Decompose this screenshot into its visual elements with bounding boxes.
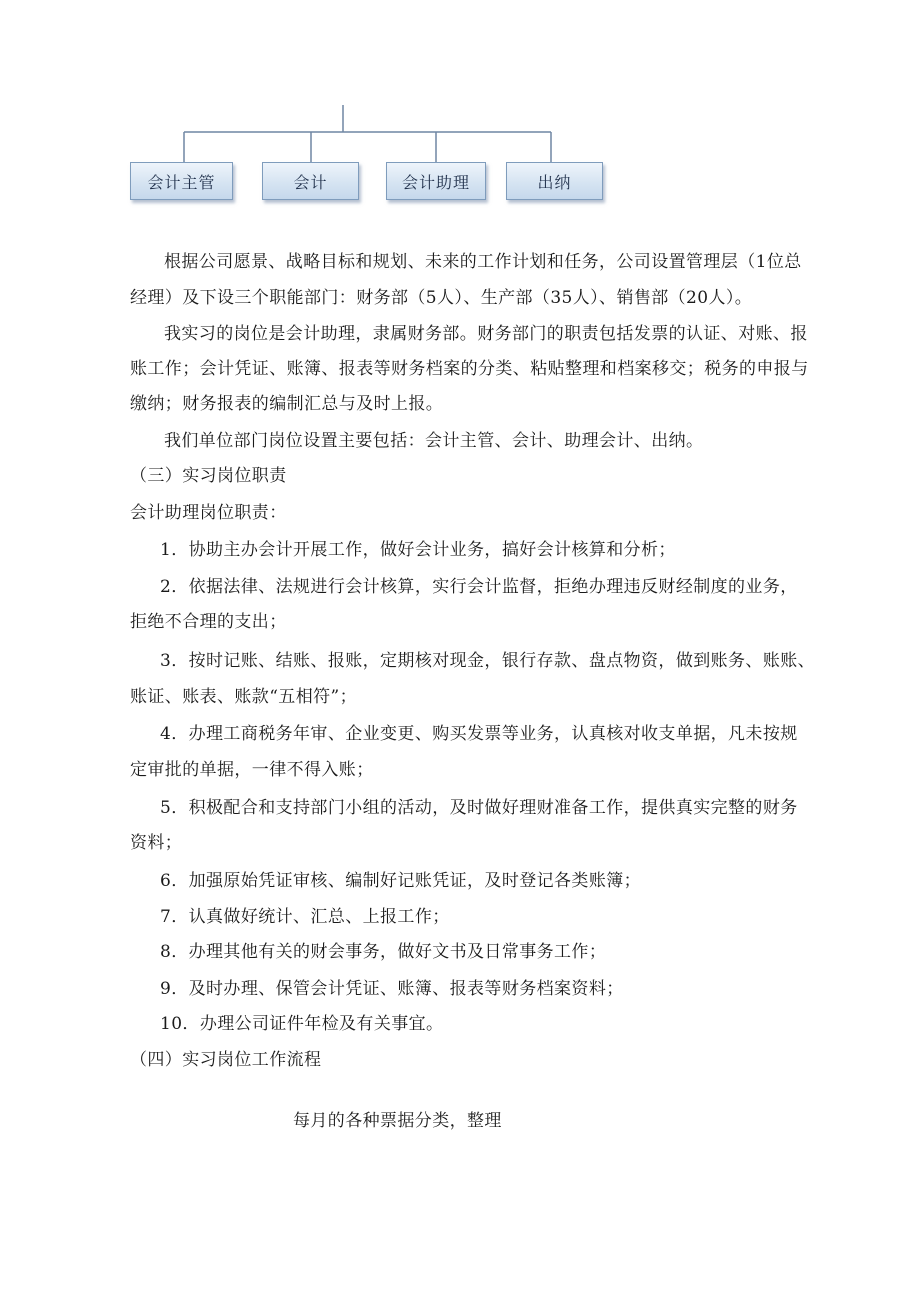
duty-4-line-1: 4．办理工商税务年审、企业变更、购买发票等业务，认真核对收支单据，凡未按规	[160, 724, 798, 744]
duty-5-line-2: 资料；	[130, 833, 183, 853]
duty-1-line-1: 1．协助主办会计开展工作，做好会计业务，搞好会计核算和分析；	[160, 540, 676, 560]
paragraph-2-line-2: 账工作；会计凭证、账簿、报表等财务档案的分类、粘贴整理和档案移交；税务的申报与	[130, 359, 809, 379]
duty-3-line-2: 账证、账表、账款“五相符”；	[130, 687, 357, 707]
duty-2-line-2: 拒绝不合理的支出；	[130, 612, 287, 632]
section-3-subheading: 会计助理岗位职责：	[130, 503, 287, 523]
duty-10-line-1: 10．办理公司证件年检及有关事宜。	[160, 1014, 444, 1034]
paragraph-1-line-2: 经理）及下设三个职能部门：财务部（5人）、生产部（35人）、销售部（20人）。	[130, 288, 753, 308]
org-box-accounting-supervisor: 会计主管	[130, 162, 233, 200]
duty-2-line-1: 2．依据法律、法规进行会计核算，实行会计监督，拒绝办理违反财经制度的业务，	[160, 577, 798, 597]
flow-step-1: 每月的各种票据分类，整理	[293, 1111, 502, 1131]
duty-7-line-1: 7．认真做好统计、汇总、上报工作；	[160, 907, 450, 927]
org-box-accounting-assistant: 会计助理	[386, 162, 486, 200]
section-4-heading: （四）实习岗位工作流程	[130, 1050, 322, 1070]
duty-9-line-1: 9．及时办理、保管会计凭证、账簿、报表等财务档案资料；	[160, 979, 624, 999]
duty-8-line-1: 8．办理其他有关的财会事务，做好文书及日常事务工作；	[160, 942, 607, 962]
duty-5-line-1: 5．积极配合和支持部门小组的活动，及时做好理财准备工作，提供真实完整的财务	[160, 798, 798, 818]
org-box-cashier: 出纳	[506, 162, 603, 200]
duty-3-line-1: 3．按时记账、结账、报账，定期核对现金，银行存款、盘点物资，做到账务、账账、	[160, 651, 816, 671]
duty-6-line-1: 6．加强原始凭证审核、编制好记账凭证，及时登记各类账簿；	[160, 871, 642, 891]
paragraph-2-line-3: 缴纳；财务报表的编制汇总与及时上报。	[130, 394, 444, 414]
org-box-accountant: 会计	[262, 162, 359, 200]
org-chart	[0, 0, 920, 220]
paragraph-2-line-1: 我实习的岗位是会计助理，隶属财务部。财务部门的职责包括发票的认证、对账、报	[164, 324, 808, 344]
section-3-heading: （三）实习岗位职责	[130, 466, 287, 486]
duty-4-line-2: 定审批的单据，一律不得入账；	[130, 760, 374, 780]
paragraph-3-line-1: 我们单位部门岗位设置主要包括：会计主管、会计、助理会计、出纳。	[164, 431, 704, 451]
paragraph-1-line-1: 根据公司愿景、战略目标和规划、未来的工作计划和任务，公司设置管理层（1位总	[164, 252, 802, 272]
